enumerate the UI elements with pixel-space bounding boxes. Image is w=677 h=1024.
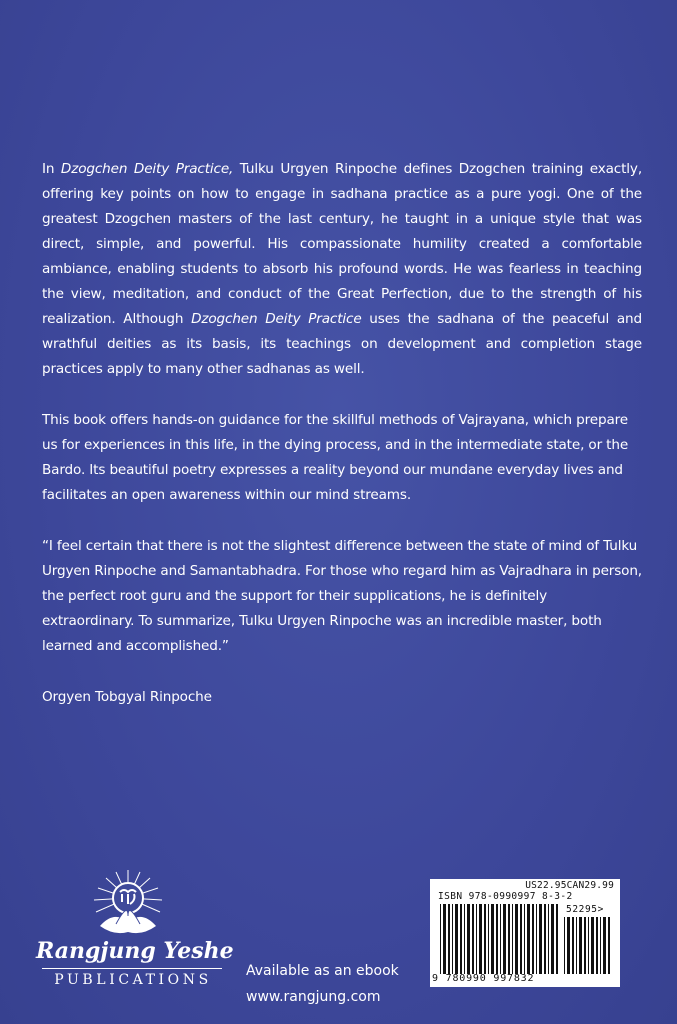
barcode-bar: [503, 904, 506, 974]
barcode-bar: [496, 904, 498, 974]
barcode-bar: [455, 904, 458, 974]
book-title-italic: Dzogchen Deity Practice: [191, 311, 362, 327]
barcode-bar: [515, 904, 518, 974]
barcode-bar: [491, 904, 494, 974]
isbn-label: ISBN 978-0990997 8-3-2: [438, 891, 573, 902]
barcode-bar: [464, 904, 465, 974]
barcode-bar: [508, 904, 510, 974]
barcode-bar: [564, 917, 565, 974]
quote-attribution: Orgyen Tobgyal Rinpoche: [42, 689, 212, 705]
blurb-paragraph-1: [42, 157, 642, 382]
barcode-bar: [548, 904, 549, 974]
barcode-digits: 9 780990 997832: [432, 973, 535, 984]
barcode-bar: [576, 917, 577, 974]
publisher-website: www.rangjung.com: [246, 989, 381, 1005]
barcode-bar: [448, 904, 450, 974]
ebook-availability: Available as an ebook: [246, 963, 399, 979]
barcode-bar: [484, 904, 486, 974]
barcode-bar: [567, 917, 570, 974]
barcode-bar: [608, 917, 610, 974]
barcode-bar: [527, 904, 530, 974]
barcode-bar: [440, 904, 441, 974]
barcode-bar: [500, 904, 501, 974]
barcode-bars: [440, 904, 558, 974]
barcode-bar: [536, 904, 537, 974]
barcode-bar: [572, 917, 574, 974]
barcode-bar: [472, 904, 474, 974]
book-title-italic: Dzogchen Deity Practice,: [60, 161, 234, 177]
barcode-bar: [556, 904, 558, 974]
ebook-info: [246, 958, 399, 1010]
barcode-bar: [512, 904, 513, 974]
barcode-bar: [596, 917, 598, 974]
barcode-bar: [591, 917, 594, 974]
publisher-subtitle: PUBLICATIONS: [54, 972, 212, 988]
blurb-text: In: [42, 161, 61, 177]
barcode-bar: [467, 904, 470, 974]
isbn-barcode: [430, 879, 620, 987]
barcode-bar: [600, 917, 601, 974]
barcode-bar: [460, 904, 462, 974]
barcode-bar: [520, 904, 522, 974]
barcode-bar: [479, 904, 482, 974]
barcode-bar: [539, 904, 542, 974]
barcode-bar: [488, 904, 489, 974]
blurb-paragraph-2: This book offers hands-on guidance for the skillful methods of Vajrayana, which prepare us for experiences in this life, in the dying process, and in the intermediate state, or the Bardo. Its beautiful poetry expresses a reality beyond our mundane everyday lives and facilitates an open awareness within our mind streams.: [42, 412, 629, 503]
barcode-bar: [584, 917, 586, 974]
barcode-bar: [443, 904, 446, 974]
publisher-name: Rangjung Yeshe: [36, 938, 234, 964]
blurb-text: uses the sadhana of the peaceful and wrathful deities as its basis, its teachings on development and completion stage practices apply to many other sadhanas as well.: [42, 311, 642, 377]
publisher-divider: [42, 968, 222, 969]
barcode-bar: [579, 917, 582, 974]
barcode-bar: [532, 904, 534, 974]
blurb-text: Tulku Urgyen Rinpoche defines Dzogchen training exactly, offering key points on how to engage in sadhana practice as a pure yogi. One of the greatest Dzogchen masters of the last century, he taught in a unique style that was direct, simple, and powerful. His compassionate humility created a comfortable ambiance, enabling students to absorb his profound words. He was fearless in teaching the view, meditation, and conduct of the Great Perfection, due to the strength of his realization. Although: [42, 161, 642, 327]
endorsement-quote: “I feel certain that there is not the slightest difference between the state of mind of Tulku Urgyen Rinpoche and Samantabhadra. For those who regard him as Vajradhara in person, the perfect root guru and the support for their supplications, he is definitely extraordinary. To summarize, Tulku Urgyen Rinpoche was an incredible master, both learned and accomplished.”: [42, 538, 642, 654]
barcode-bar: [603, 917, 606, 974]
barcode-supplement-bars: [564, 917, 612, 974]
barcode-supplement-digits: 52295>: [566, 904, 604, 915]
back-cover-blurb: [42, 157, 642, 736]
barcode-bar: [476, 904, 477, 974]
barcode-bar: [588, 917, 589, 974]
barcode-bar: [524, 904, 525, 974]
barcode-bar: [452, 904, 453, 974]
lotus-sun-emblem-icon: [90, 868, 166, 940]
barcode-bar: [551, 904, 554, 974]
price-label: US22.95CAN29.99: [525, 880, 614, 891]
barcode-bar: [544, 904, 546, 974]
